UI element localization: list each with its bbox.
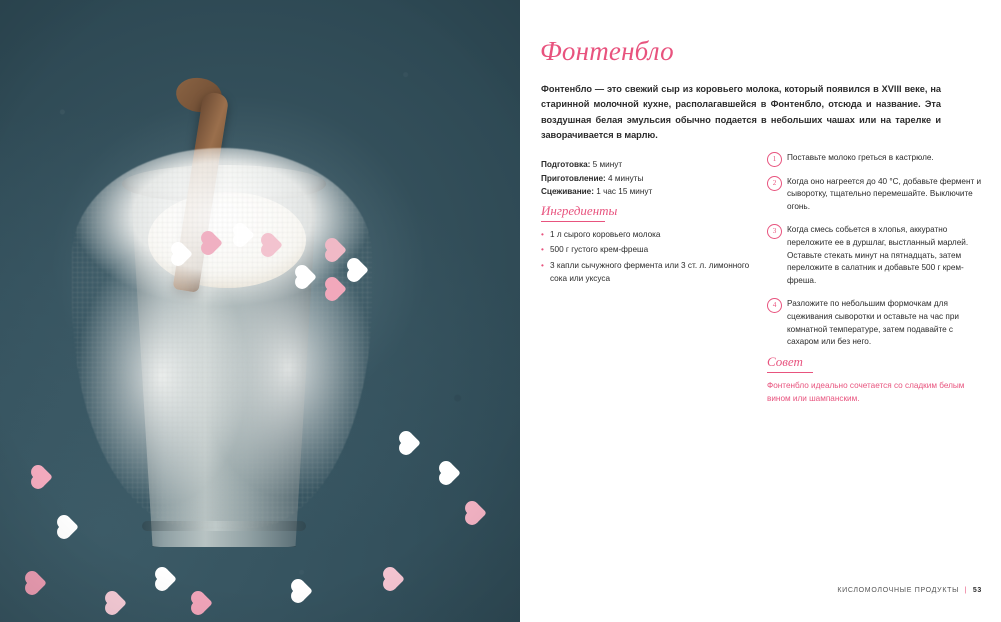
- page-number: 53: [972, 587, 982, 594]
- timing-label: Подготовка:: [541, 160, 591, 169]
- page-footer: [837, 587, 982, 594]
- timing-value: 5 минут: [592, 160, 623, 169]
- step-item: [767, 152, 982, 165]
- timing-row: [541, 172, 741, 186]
- step-item: [767, 224, 982, 287]
- step-text: Когда смесь собьется в хлопья, аккуратно переложите ее в дуршлаг, выстланный марлей. Оставьте стекать минут на пятнадцать, затем переложите в салатник и добавьте 500 г крем-фреша.: [787, 225, 969, 285]
- step-number: 1: [767, 152, 782, 167]
- step-number: 2: [767, 176, 782, 191]
- step-item: [767, 176, 982, 214]
- timing-row: [541, 158, 741, 172]
- timing-value: 1 час 15 минут: [596, 187, 653, 197]
- footer-separator: |: [964, 587, 968, 594]
- step-number: 4: [767, 298, 782, 313]
- step-number: 3: [767, 224, 782, 239]
- recipe-intro: Фонтенбло — это свежий сыр из коровьего молока, который появился в XVIII веке, на старинной молочной кухне, располагавшейся в Фонтенбло, отсюда и название. Эта воздушная белая эмульсия обычно подается в небольших чашах или на тарелке и заворачивается в марлю.: [541, 84, 941, 141]
- ingredients-heading: Ингредиенты: [541, 203, 618, 218]
- tip-heading: Совет: [767, 354, 803, 369]
- footer-section: КИСЛОМОЛОЧНЫЕ ПРОДУКТЫ: [837, 587, 959, 594]
- timing-value: 4 минуты: [608, 173, 644, 183]
- list-item: • 500 г густого крем-фреша: [541, 243, 751, 256]
- recipe-steps: [767, 152, 982, 360]
- ingredients-heading-rule: [541, 221, 605, 222]
- recipe-text-column: [520, 0, 1001, 622]
- tip-heading-rule: [767, 372, 813, 373]
- timing-label: Сцеживание:: [541, 187, 594, 197]
- timing-row: [541, 185, 741, 199]
- list-item: • 3 капли сычужного фермента или 3 ст. л. лимонного сока или уксуса: [541, 259, 751, 286]
- list-item: • 1 л сырого коровьего молока: [541, 228, 751, 241]
- step-item: [767, 298, 982, 348]
- timing-label: Приготовление:: [541, 173, 606, 183]
- recipe-title: Фонтенбло: [540, 36, 674, 66]
- step-text: Разложите по небольшим формочкам для сцеживания сыворотки и оставьте на час при комнатной температуре, затем подавайте с сахаром или без него.: [787, 299, 959, 347]
- ingredients-list: [541, 228, 751, 288]
- step-text: Поставьте молоко греться в кастрюле.: [787, 153, 934, 162]
- recipe-timings: [541, 158, 741, 199]
- tip-text: Фонтенбло идеально сочетается со сладким белым вином или шампанским.: [767, 381, 965, 404]
- step-text: Когда оно нагреется до 40 °C, добавьте фермент и сыворотку, тщательно перемешайте. Выключите огонь.: [787, 176, 982, 211]
